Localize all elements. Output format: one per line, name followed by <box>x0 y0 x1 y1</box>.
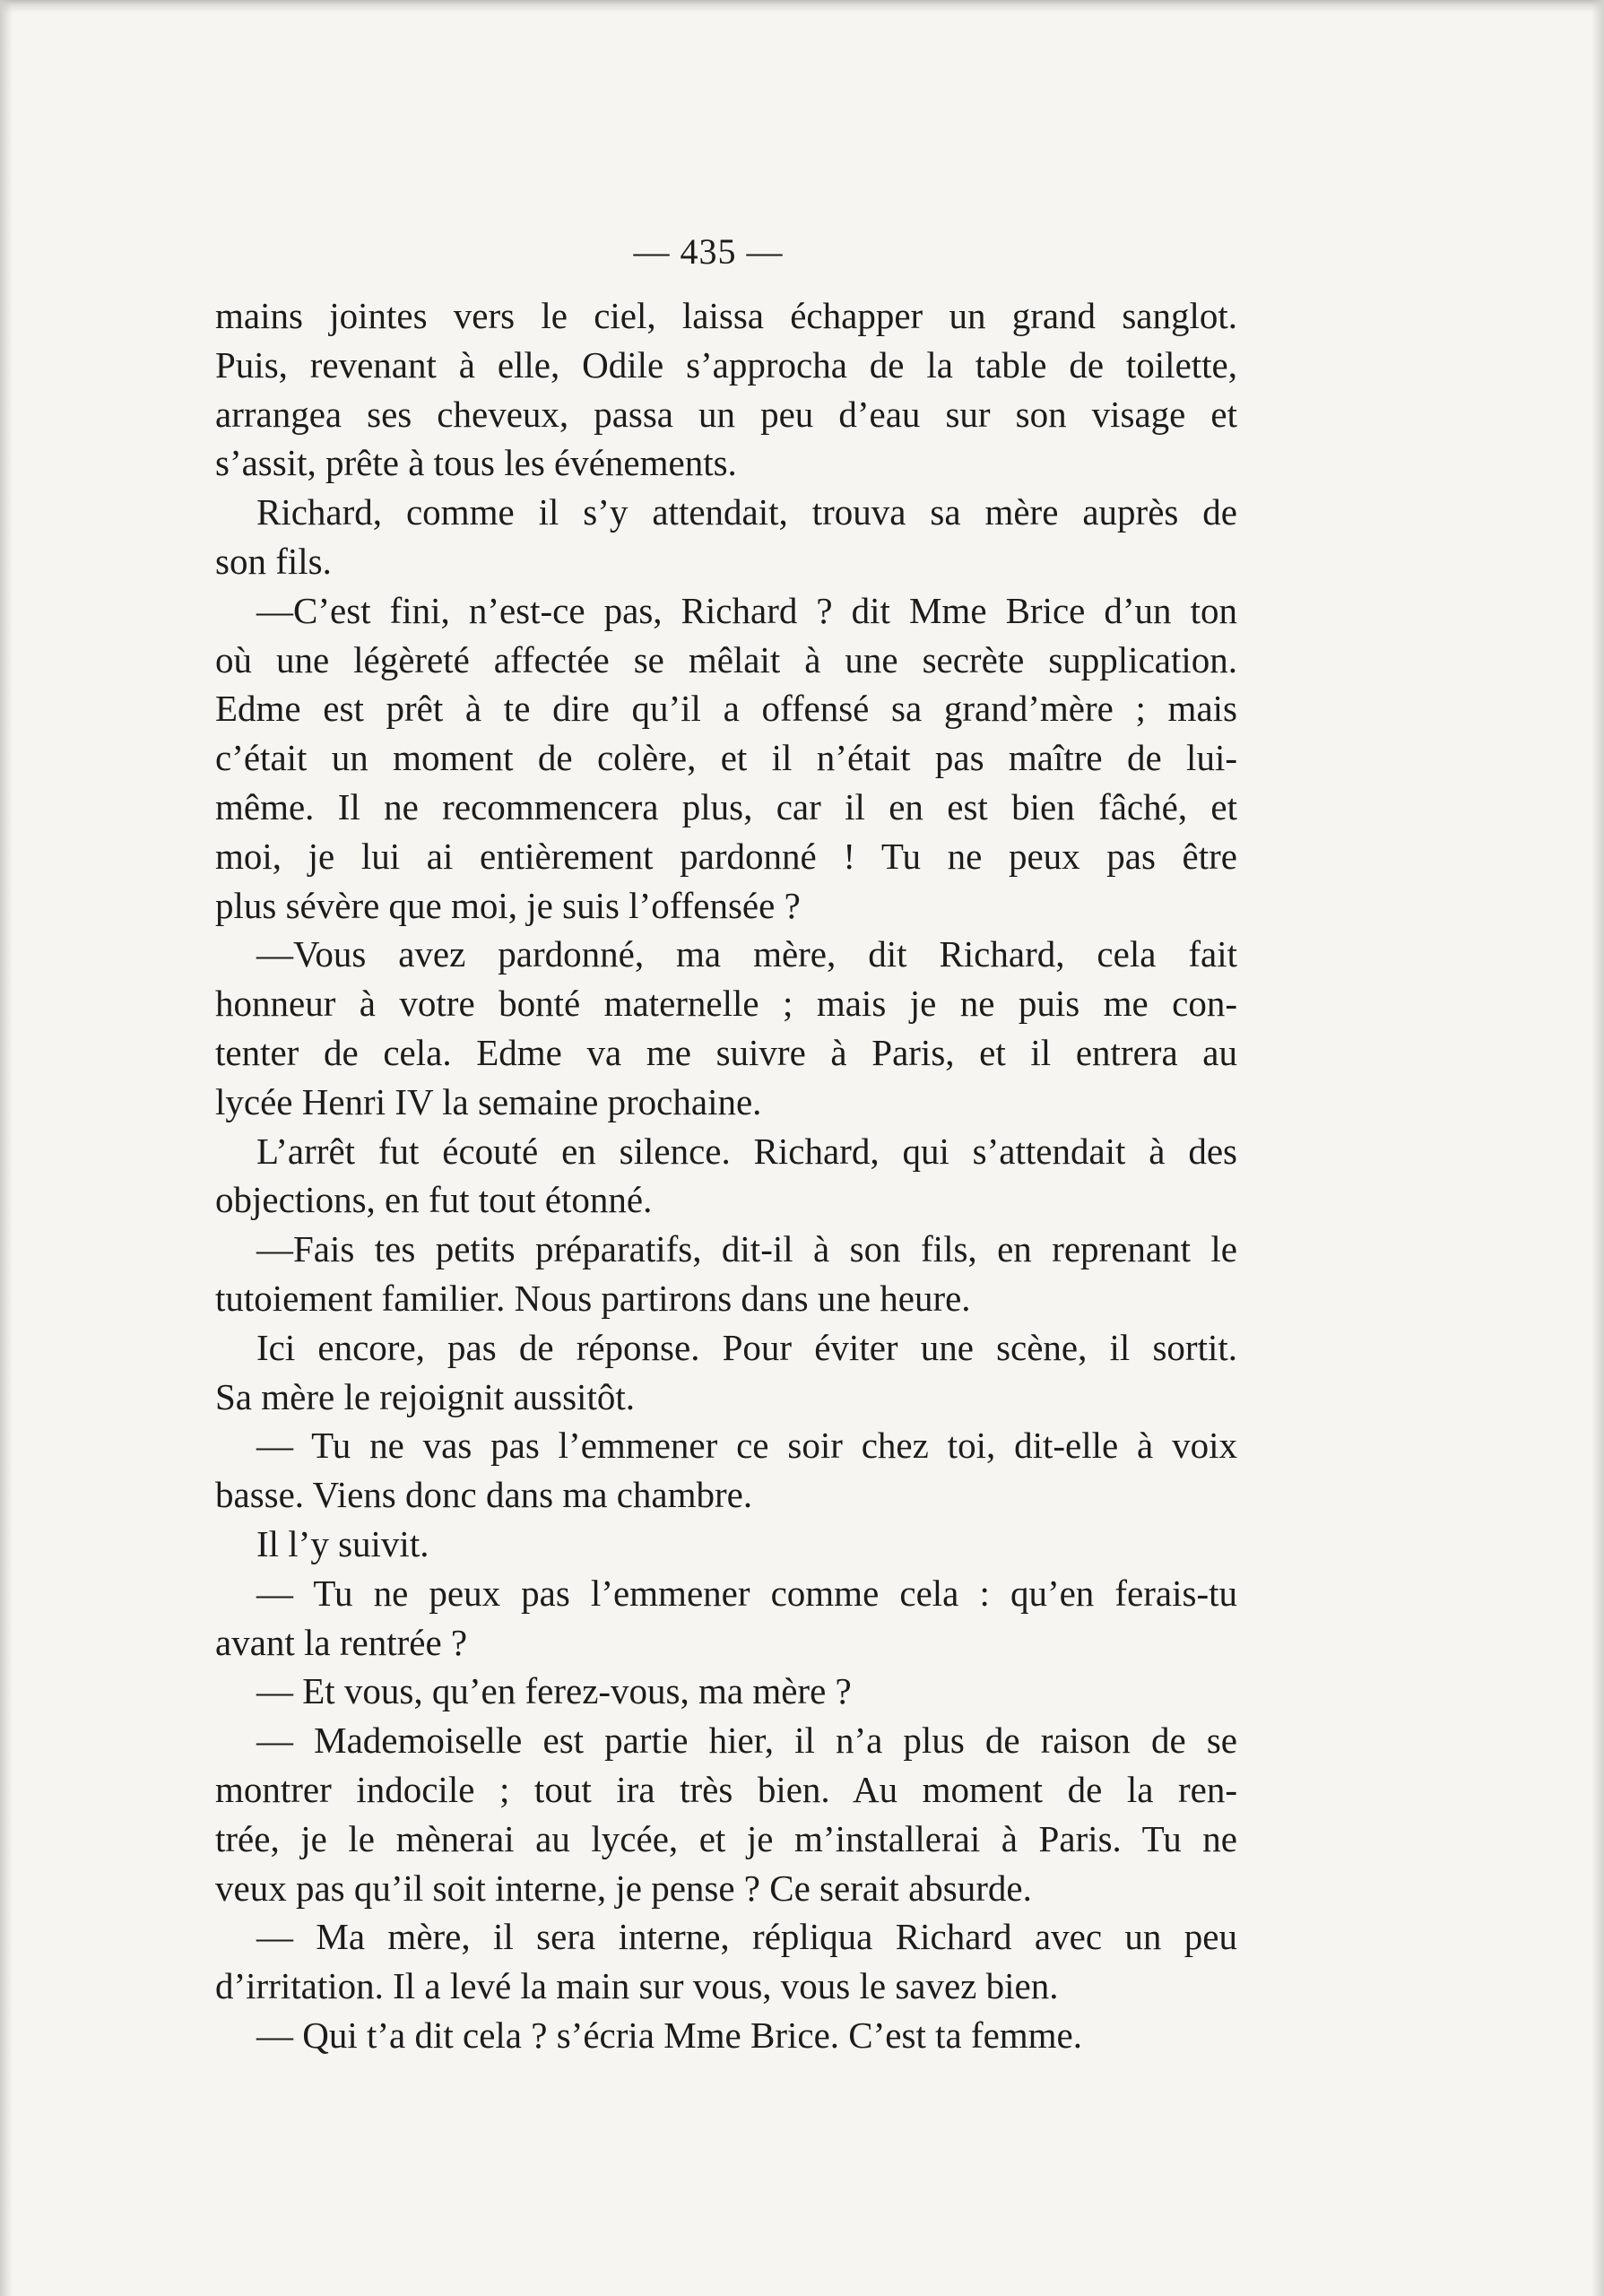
text-line: où une légèreté affectée se mêlait à une secrète supplication. <box>215 638 1237 680</box>
text-line: s’assit, prête à tous les événements. <box>215 442 737 484</box>
text-line: Sa mère le rejoignit aussitôt. <box>215 1375 635 1417</box>
text-line: —Vous avez pardonné, ma mère, dit Richard, cela fait <box>256 933 1237 975</box>
text-line: c’était un moment de colère, et il n’était pas maître de lui- <box>215 737 1237 779</box>
text-line: — Tu ne peux pas l’emmener comme cela : qu’en ferais-tu <box>256 1572 1237 1614</box>
text-line: lycée Henri IV la semaine prochaine. <box>215 1080 762 1122</box>
text-line: tutoiement familier. Nous partirons dans une heure. <box>215 1277 971 1319</box>
text-line: basse. Viens donc dans ma chambre. <box>215 1474 753 1516</box>
text-line: — Ma mère, il sera interne, répliqua Richard avec un peu <box>256 1916 1237 1958</box>
text-line: L’arrêt fut écouté en silence. Richard, qui s’attendait à des <box>256 1130 1237 1172</box>
text-line: moi, je lui ai entièrement pardonné ! Tu ne peux pas être <box>215 835 1237 877</box>
text-line: son fils. <box>215 540 332 582</box>
text-line: Richard, comme il s’y attendait, trouva sa mère auprès de <box>256 491 1237 533</box>
text-line: tenter de cela. Edme va me suivre à Paris, et il entrera au <box>215 1031 1237 1073</box>
text-line: —C’est fini, n’est-ce pas, Richard ? dit Mme Brice d’un ton <box>256 589 1237 631</box>
text-line: même. Il ne recommencera plus, car il en est bien fâché, et <box>215 785 1237 827</box>
text-line: montrer indocile ; tout ira très bien. Au moment de la ren- <box>215 1768 1237 1810</box>
text-line: avant la rentrée ? <box>215 1621 468 1663</box>
page-right-edge <box>1591 0 1604 2296</box>
text-line: Puis, revenant à elle, Odile s’approcha de la table de toilette, <box>215 343 1237 386</box>
text-line: honneur à votre bonté maternelle ; mais je ne puis me con- <box>215 983 1237 1025</box>
text-line: —Fais tes petits préparatifs, dit-il à son fils, en reprenant le <box>256 1228 1237 1270</box>
text-line: trée, je le mènerai au lycée, et je m’installerai à Paris. Tu ne <box>215 1817 1237 1859</box>
page-number: — 435 — <box>633 231 784 272</box>
text-line: — Et vous, qu’en ferez-vous, ma mère ? <box>256 1670 852 1712</box>
text-line: Ici encore, pas de réponse. Pour éviter une scène, il sortit. <box>256 1326 1237 1368</box>
text-line: Il l’y suivit. <box>256 1522 429 1564</box>
text-line: — Mademoiselle est partie hier, il n’a plus de raison de se <box>256 1720 1237 1762</box>
text-line: mains jointes vers le ciel, laissa échapper un grand sanglot. <box>215 295 1237 336</box>
text-line: arrangea ses cheveux, passa un peu d’eau sur son visage et <box>215 393 1237 435</box>
text-line: Edme est prêt à te dire qu’il a offensé sa grand’mère ; mais <box>215 688 1237 730</box>
page-top-edge <box>0 0 1604 13</box>
text-line: — Qui t’a dit cela ? s’écria Mme Brice. C’est ta femme. <box>256 2014 1082 2056</box>
page-body-text <box>215 291 1237 2060</box>
text-line: plus sévère que moi, je suis l’offensée ? <box>215 884 801 926</box>
text-line: — Tu ne vas pas l’emmener ce soir chez toi, dit-elle à voix <box>256 1425 1237 1467</box>
text-line: d’irritation. Il a levé la main sur vous, vous le savez bien. <box>215 1965 1059 2007</box>
text-line: objections, en fut tout étonné. <box>215 1179 653 1221</box>
page-left-edge <box>0 0 13 2296</box>
text-line: veux pas qu’il soit interne, je pense ? Ce serait absurde. <box>215 1867 1032 1909</box>
